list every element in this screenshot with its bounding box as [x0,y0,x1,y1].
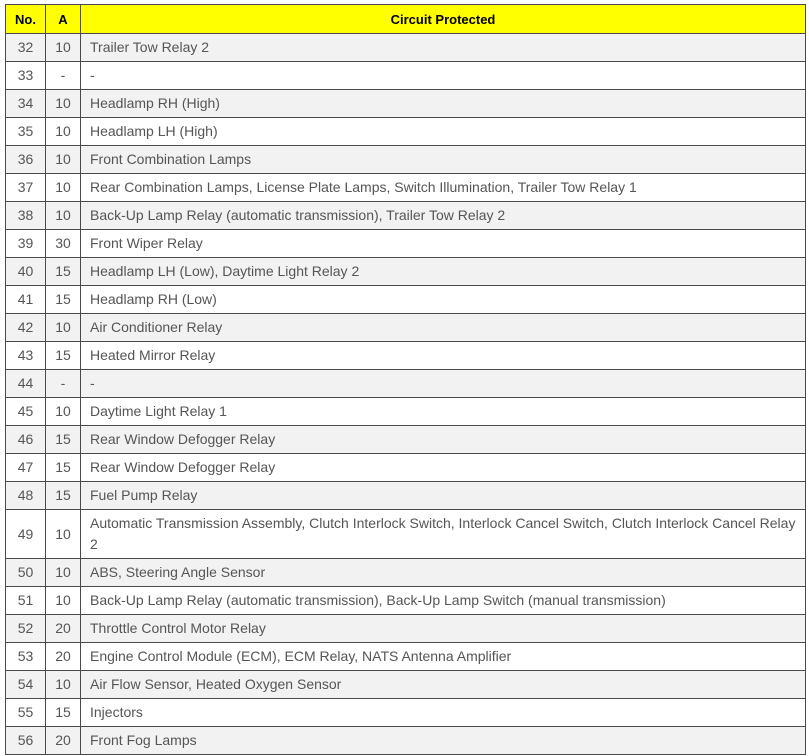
fuse-amperage: 10 [46,559,81,587]
fuse-number: 33 [6,62,46,90]
table-row [6,174,806,202]
fuse-table [5,4,806,755]
fuse-number: 40 [6,258,46,286]
table-row [6,146,806,174]
circuit-protected: Rear Window Defogger Relay [81,426,806,454]
table-row [6,230,806,258]
circuit-protected: Automatic Transmission Assembly, Clutch Interlock Switch, Interlock Cancel Switch, Clutch Interlock Cancel Relay 2 [81,510,806,559]
header-row [6,5,806,34]
table-row [6,118,806,146]
circuit-protected: Daytime Light Relay 1 [81,398,806,426]
circuit-protected: Rear Combination Lamps, License Plate Lamps, Switch Illumination, Trailer Tow Relay 1 [81,174,806,202]
fuse-number: 47 [6,454,46,482]
fuse-number: 46 [6,426,46,454]
fuse-amperage: 20 [46,615,81,643]
fuse-amperage: 10 [46,34,81,62]
fuse-amperage: 15 [46,426,81,454]
fuse-number: 50 [6,559,46,587]
table-row [6,34,806,62]
circuit-protected: Front Wiper Relay [81,230,806,258]
fuse-amperage: 10 [46,671,81,699]
table-row [6,482,806,510]
fuse-number: 41 [6,286,46,314]
circuit-protected: Rear Window Defogger Relay [81,454,806,482]
table-row [6,62,806,90]
fuse-amperage: 15 [46,286,81,314]
fuse-amperage: 15 [46,342,81,370]
circuit-protected: Front Combination Lamps [81,146,806,174]
circuit-protected: Back-Up Lamp Relay (automatic transmission), Back-Up Lamp Switch (manual transmission) [81,587,806,615]
circuit-protected: - [81,62,806,90]
fuse-amperage: 15 [46,258,81,286]
circuit-protected: Engine Control Module (ECM), ECM Relay, NATS Antenna Amplifier [81,643,806,671]
fuse-amperage: 20 [46,643,81,671]
fuse-amperage: 10 [46,510,81,559]
fuse-amperage: 30 [46,230,81,258]
fuse-number: 43 [6,342,46,370]
circuit-protected: Headlamp LH (Low), Daytime Light Relay 2 [81,258,806,286]
fuse-amperage: - [46,370,81,398]
circuit-protected: Air Flow Sensor, Heated Oxygen Sensor [81,671,806,699]
circuit-protected: - [81,370,806,398]
header-no: No. [6,5,46,34]
circuit-protected: Headlamp RH (High) [81,90,806,118]
circuit-protected: Throttle Control Motor Relay [81,615,806,643]
circuit-protected: Heated Mirror Relay [81,342,806,370]
circuit-protected: Fuel Pump Relay [81,482,806,510]
table-row [6,727,806,755]
table-row [6,587,806,615]
fuse-amperage: 10 [46,398,81,426]
fuse-number: 48 [6,482,46,510]
circuit-protected: ABS, Steering Angle Sensor [81,559,806,587]
table-row [6,342,806,370]
fuse-number: 37 [6,174,46,202]
fuse-amperage: 10 [46,90,81,118]
table-row [6,370,806,398]
fuse-amperage: 15 [46,454,81,482]
table-row [6,643,806,671]
table-row [6,202,806,230]
fuse-number: 54 [6,671,46,699]
table-row [6,90,806,118]
table-row [6,559,806,587]
fuse-amperage: 10 [46,202,81,230]
fuse-number: 55 [6,699,46,727]
fuse-number: 38 [6,202,46,230]
fuse-number: 32 [6,34,46,62]
fuse-amperage: 10 [46,118,81,146]
table-row [6,699,806,727]
table-row [6,510,806,559]
table-row [6,314,806,342]
fuse-number: 51 [6,587,46,615]
fuse-amperage: 10 [46,174,81,202]
table-row [6,286,806,314]
table-row [6,258,806,286]
circuit-protected: Air Conditioner Relay [81,314,806,342]
fuse-amperage: - [46,62,81,90]
circuit-protected: Injectors [81,699,806,727]
fuse-number: 42 [6,314,46,342]
table-row [6,671,806,699]
fuse-number: 56 [6,727,46,755]
fuse-amperage: 20 [46,727,81,755]
circuit-protected: Headlamp LH (High) [81,118,806,146]
fuse-number: 44 [6,370,46,398]
circuit-protected: Front Fog Lamps [81,727,806,755]
fuse-number: 45 [6,398,46,426]
table-row [6,454,806,482]
circuit-protected: Headlamp RH (Low) [81,286,806,314]
fuse-number: 35 [6,118,46,146]
fuse-number: 49 [6,510,46,559]
circuit-protected: Trailer Tow Relay 2 [81,34,806,62]
fuse-amperage: 10 [46,314,81,342]
fuse-number: 53 [6,643,46,671]
circuit-protected: Back-Up Lamp Relay (automatic transmission), Trailer Tow Relay 2 [81,202,806,230]
table-row [6,615,806,643]
fuse-amperage: 10 [46,146,81,174]
fuse-number: 52 [6,615,46,643]
table-row [6,398,806,426]
header-circuit: Circuit Protected [81,5,806,34]
fuse-amperage: 15 [46,482,81,510]
fuse-amperage: 15 [46,699,81,727]
fuse-number: 39 [6,230,46,258]
header-amp: A [46,5,81,34]
fuse-amperage: 10 [46,587,81,615]
fuse-number: 34 [6,90,46,118]
fuse-number: 36 [6,146,46,174]
table-row [6,426,806,454]
